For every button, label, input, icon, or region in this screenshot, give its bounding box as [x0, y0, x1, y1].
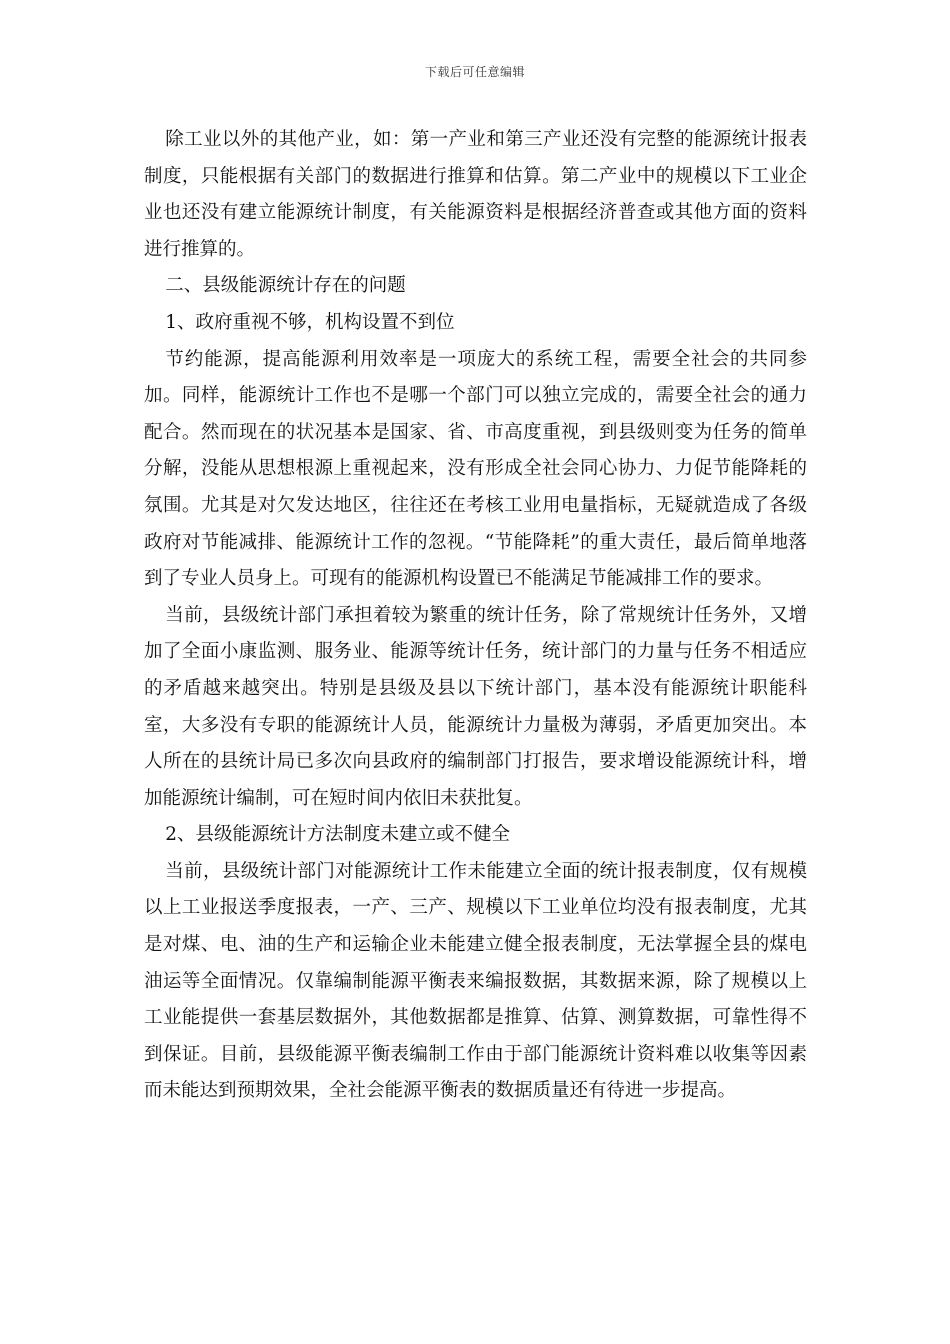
section-heading-problems: 二、县级能源统计存在的问题: [165, 275, 406, 297]
subheading-methods-system: 2、县级能源统计方法制度未建立或不健全: [165, 824, 511, 846]
document-body: [144, 122, 807, 1110]
page-header: 下载后可任意编辑: [424, 65, 525, 79]
subheading-government-attention: 1、政府重视不够，机构设置不到位: [165, 311, 455, 333]
paragraph-statistics-departments: 当前，县级统计部门承担着较为繁重的统计任务，除了常规统计任务外，又增加了全面小康监测、服务业、能源等统计任务，统计部门的力量与任务不相适应的矛盾越来越突出。特别是县级及县以下统计部门，基本没有能源统计职能科室，大多没有专职的能源统计人员，能源统计力量极为薄弱，矛盾更加突出。本人所在的县统计局已多次向县政府的编制部门打报告，要求增设能源统计科，增加能源统计编制，可在短时间内依旧未获批复。: [144, 604, 807, 809]
paragraph-reporting-system: 当前，县级统计部门对能源统计工作未能建立全面的统计报表制度，仅有规模以上工业报送季度报表，一产、三产、规模以下工业单位均没有报表制度，尤其是对煤、电、油的生产和运输企业未能建立健全报表制度，无法掌握全县的煤电油运等全面情况。仅靠编制能源平衡表来编报数据，其数据来源，除了规模以上工业能提供一套基层数据外，其他数据都是推算、估算、测算数据，可靠性得不到保证。目前，县级能源平衡表编制工作由于部门能源统计资料难以收集等因素而未能达到预期效果，全社会能源平衡表的数据质量还有待进一步提高。: [144, 860, 807, 1102]
paragraph-other-industries: 除工业以外的其他产业，如：第一产业和第三产业还没有完整的能源统计报表制度，只能根据有关部门的数据进行推算和估算。第二产业中的规模以下工业企业也还没有建立能源统计制度，有关能源资料是根据经济普查或其他方面的资料进行推算的。: [144, 129, 807, 260]
paragraph-energy-saving: 节约能源，提高能源利用效率是一项庞大的系统工程，需要全社会的共同参加。同样，能源统计工作也不是哪一个部门可以独立完成的，需要全社会的通力配合。然而现在的状况基本是国家、省、市高度重视，到县级则变为任务的简单分解，没能从思想根源上重视起来，没有形成全社会同心协力、力促节能降耗的氛围。尤其是对欠发达地区，往往还在考核工业用电量指标，无疑就造成了各级政府对节能减排、能源统计工作的忽视。“节能降耗”的重大责任，最后简单地落到了专业人员身上。可现有的能源机构设置已不能满足节能减排工作的要求。: [144, 348, 807, 590]
